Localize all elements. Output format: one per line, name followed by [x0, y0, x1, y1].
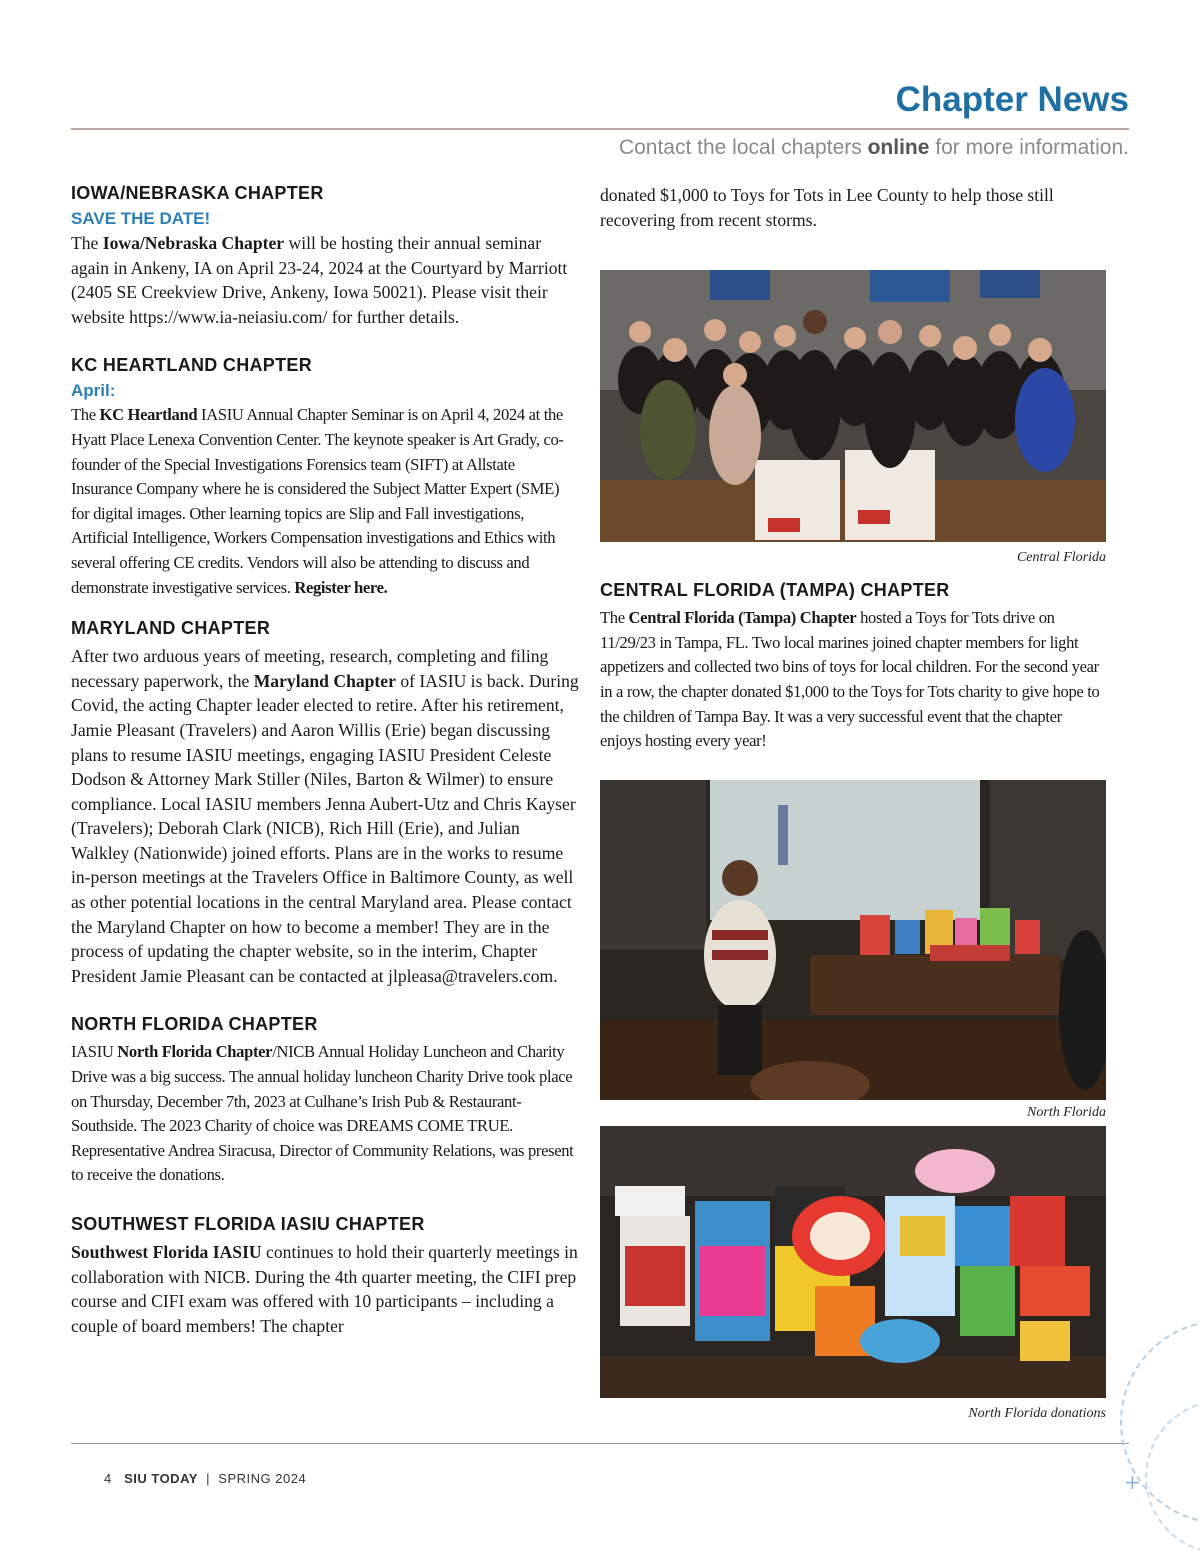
kc-section: [71, 355, 579, 600]
maryland-section: [71, 618, 579, 988]
north-florida-donations-photo: [600, 1126, 1106, 1398]
register-link[interactable]: Register here.: [294, 577, 388, 597]
iowa-subheading: SAVE THE DATE!: [71, 209, 211, 228]
central-florida-photo-image: [600, 270, 1106, 542]
header-subtitle: Contact the local chapters online for more information.: [618, 136, 1129, 159]
north-florida-section: [71, 1014, 579, 1188]
header-divider: [71, 128, 1129, 130]
north-florida-photo: [600, 780, 1106, 1100]
iowa-section: [71, 183, 579, 329]
central-florida-heading: CENTRAL FLORIDA (TAMPA) CHAPTER: [600, 580, 950, 601]
north-florida-donations-caption: North Florida donations: [968, 1405, 1106, 1421]
central-florida-section: [600, 580, 1106, 754]
swfl-body-continued: donated $1,000 to Toys for Tots in Lee County to help those still recovering from recent storms.: [600, 185, 1054, 230]
page-number: 4: [104, 1471, 112, 1486]
central-florida-body: The Central Florida (Tampa) Chapter hosted a Toys for Tots drive on 11/29/23 in Tampa, FL. Two local marines joined chapter members for light appetizers and collected two bins of toys for local children. For the second year in a row, the chapter donated $1,000 to the Toys for Tots charity to give hope to the children of Tampa Bay. It was a very successful event that the chapter enjoys hosting every year!: [600, 608, 1100, 751]
central-florida-caption: Central Florida: [1016, 550, 1106, 566]
magazine-name: SIU TODAY: [124, 1471, 198, 1486]
kc-body: The KC Heartland IASIU Annual Chapter Seminar is on April 4, 2024 at the Hyatt Place Lenexa Convention Center. The keynote speaker is Art Grady, co-founder of the Special Investigations Forensics team (SIFT) at Allstate Insurance Company where he is considered the Subject Matter Expert (SME) for digital images. Other learning topics are Slip and Fall investigations, Artificial Intelligence, Workers Compensation investigations and Ethics with several offering CE credits. Vendors will also be attending to discuss and demonstrate investigative services. Register here.: [71, 405, 564, 597]
swfl-body: Southwest Florida IASIU continues to hold their quarterly meetings in collaboration with NICB. During the 4th quarter meeting, the CIFI prep course and CIFI exam was offered with 10 participants – including a couple of board members! The chapter: [71, 1242, 578, 1336]
swfl-heading: SOUTHWEST FLORIDA IASIU CHAPTER: [71, 1214, 425, 1234]
north-florida-body: IASIU North Florida Chapter/NICB Annual Holiday Luncheon and Charity Drive was a big success. The annual holiday luncheon Charity Drive took place on Thursday, December 7th, 2023 at Culhane’s Irish Pub & Restaurant-Southside. The 2023 Charity of choice was DREAMS COME TRUE. Representative Andrea Siracusa, Director of Community Relations, was present to receive the donations.: [71, 1042, 574, 1185]
kc-subheading: April:: [71, 381, 116, 401]
kc-heading: KC HEARTLAND CHAPTER: [71, 355, 312, 376]
footer-divider: [71, 1443, 1129, 1444]
maryland-heading: MARYLAND CHAPTER: [71, 618, 271, 639]
swfl-section: [71, 1214, 579, 1338]
online-link[interactable]: online: [867, 136, 930, 159]
maryland-body: After two arduous years of meeting, research, completing and filing necessary paperwork, the Maryland Chapter of IASIU is back. During Covid, the acting Chapter leader elected to retire. After his retirement, Jamie Pleasant (Travelers) and Aaron Willis (Erie) began discussing plans to resume IASIU meetings, engaging IASIU President Celeste Dodson & Attorney Mark Stiller (Niles, Barton & Wilmer) to ensure compliance. Local IASIU members Jenna Aubert-Utz and Chris Kayser (Travelers); Deborah Clark (NICB), Rich Hill (Erie), and Julian Walkley (Nationwide) joined efforts. Plans are in the works to resume in-person meetings at the Travelers Office in Baltimore County, as well as other potential locations in the central Maryland area. Please contact the Maryland Chapter on how to become a member! They are in the process of updating the chapter website, so in the interim, Chapter President Jamie Pleasant can be contacted at jlpleasa@travelers.com.: [71, 646, 579, 986]
left-column: [71, 183, 579, 1358]
footer: 4 SIU TODAY | SPRING 2024: [104, 1471, 307, 1486]
north-florida-photo-image: [600, 780, 1106, 1100]
north-florida-donations-photo-image: [600, 1126, 1106, 1398]
central-florida-photo: [600, 270, 1106, 542]
north-florida-caption: North Florida: [1027, 1104, 1106, 1120]
iowa-heading: IOWA/NEBRASKA CHAPTER: [71, 183, 324, 203]
page-title: Chapter News: [895, 80, 1129, 119]
iowa-body: The Iowa/Nebraska Chapter will be hosting their annual seminar again in Ankeny, IA on April 23-24, 2024 at the Courtyard by Marriott (2405 SE Creekview Drive, Ankeny, Iowa 50021). Please visit their website https://www.ia-neiasiu.com/ for further details.: [71, 233, 568, 327]
north-florida-heading: NORTH FLORIDA CHAPTER: [71, 1014, 318, 1035]
issue-label: SPRING 2024: [218, 1471, 307, 1486]
right-column: [600, 183, 1106, 1422]
decorative-plus-icon: +: [1124, 1470, 1141, 1494]
